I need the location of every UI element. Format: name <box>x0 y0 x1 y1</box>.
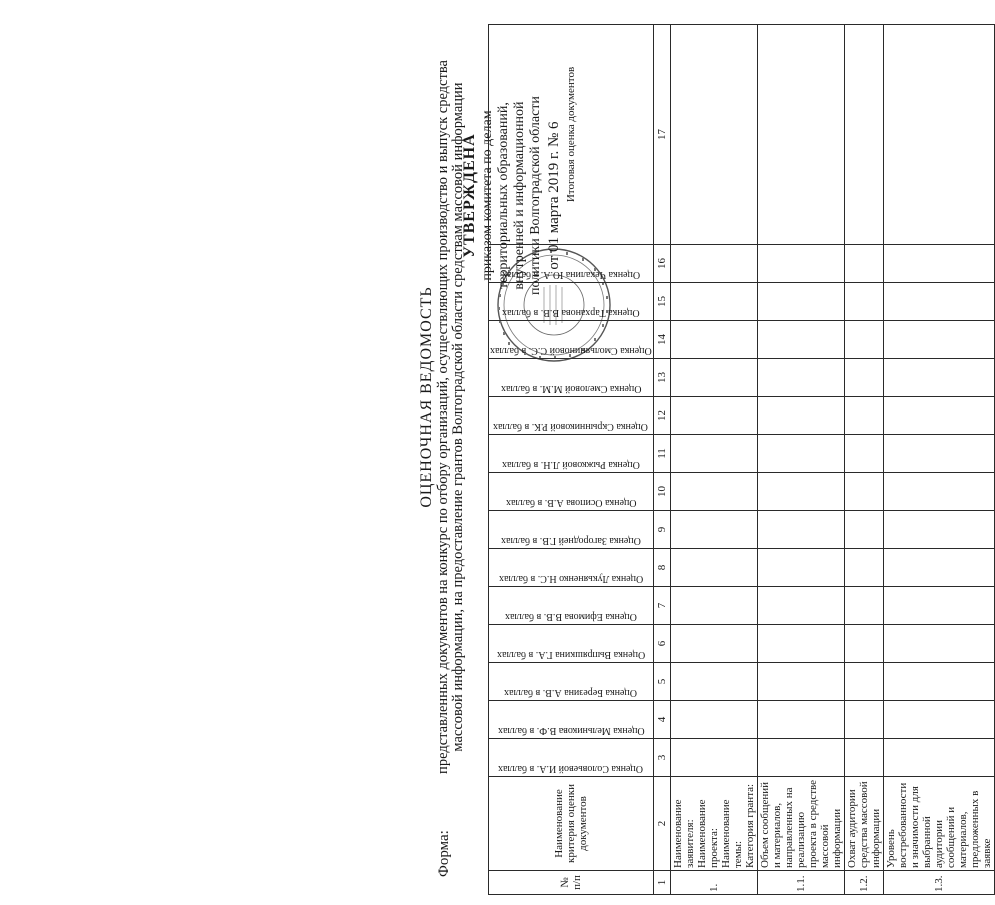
score-cell[interactable] <box>757 549 844 587</box>
column-number-cell: 10 <box>653 473 670 511</box>
table-row <box>844 25 883 895</box>
score-cell[interactable] <box>883 549 994 587</box>
score-cell[interactable] <box>757 283 844 321</box>
score-cell[interactable] <box>883 245 994 283</box>
criterion-text: Наименование проекта: <box>695 799 720 868</box>
criterion-text: Охват аудитории средства массовой информации <box>845 781 882 868</box>
column-number-cell: 5 <box>653 663 670 701</box>
column-number-cell: 13 <box>653 359 670 397</box>
approval-line: внутренней и информационной <box>512 101 527 290</box>
total-cell[interactable] <box>757 25 844 245</box>
criterion-text: Наименование темы: <box>719 799 744 868</box>
column-number-cell: 6 <box>653 625 670 663</box>
document-title: ОЦЕНОЧНАЯ ВЕДОМОСТЬ <box>418 286 435 508</box>
column-header-evaluator <box>489 701 654 739</box>
score-cell[interactable] <box>844 587 883 625</box>
table-header-row <box>489 25 654 895</box>
column-header-evaluator <box>489 283 654 321</box>
score-cell[interactable] <box>844 435 883 473</box>
score-cell[interactable] <box>844 511 883 549</box>
score-cell[interactable] <box>844 473 883 511</box>
score-cell[interactable] <box>883 511 994 549</box>
column-header-evaluator <box>489 473 654 511</box>
column-number-cell: 11 <box>653 435 670 473</box>
criterion-cell <box>883 777 994 871</box>
score-cell[interactable] <box>757 359 844 397</box>
score-cell[interactable] <box>883 587 994 625</box>
score-cell[interactable] <box>670 473 757 511</box>
score-cell[interactable] <box>844 625 883 663</box>
column-number-cell: 16 <box>653 245 670 283</box>
column-number-cell: 4 <box>653 701 670 739</box>
column-number-cell: 2 <box>653 777 670 871</box>
approval-line: политики Волгоградской области <box>528 96 543 295</box>
approval-order-date: от 01 марта 2019 г. № 6 <box>546 121 562 270</box>
evaluator-label: Оценка Осипова А.В. в баллах <box>505 497 637 508</box>
score-cell[interactable] <box>670 283 757 321</box>
column-number-cell: 15 <box>653 283 670 321</box>
score-cell[interactable] <box>844 701 883 739</box>
approval-line: приказом комитета по делам <box>480 110 495 281</box>
column-header-total: Итоговая оценка документов <box>489 25 654 245</box>
score-cell[interactable] <box>844 397 883 435</box>
score-cell[interactable] <box>757 473 844 511</box>
approval-line: территориальных образований, <box>496 102 511 289</box>
evaluator-label: Оценка Мельникова В.Ф. в баллах <box>497 725 645 736</box>
column-header-evaluator <box>489 359 654 397</box>
score-cell[interactable] <box>670 511 757 549</box>
column-header-evaluator <box>489 321 654 359</box>
document-subtitle: представленных документов на конкурс по отбору организаций, осуществляющих производство и выпуск средства массовой информации, на предоставление грантов Волгоградской области средствам массовой информации <box>435 60 466 774</box>
score-cell[interactable] <box>670 739 757 777</box>
criterion-text: Категория гранта: <box>743 783 756 868</box>
evaluator-label: Оценка Рыжковой Л.Н. в баллах <box>501 459 640 470</box>
column-header-evaluator <box>489 245 654 283</box>
score-cell[interactable] <box>757 739 844 777</box>
score-cell[interactable] <box>757 435 844 473</box>
column-number-row <box>653 25 670 895</box>
evaluation-table <box>488 24 995 895</box>
column-header-evaluator <box>489 587 654 625</box>
score-cell[interactable] <box>757 587 844 625</box>
column-number-cell: 14 <box>653 321 670 359</box>
evaluator-label: Оценка Лукьяненко Н.С. в баллах <box>498 573 643 584</box>
score-cell[interactable] <box>883 435 994 473</box>
score-cell[interactable] <box>757 397 844 435</box>
score-cell[interactable] <box>883 397 994 435</box>
criterion-text: Наименование заявителя: <box>671 799 696 868</box>
score-cell[interactable] <box>883 739 994 777</box>
score-cell[interactable] <box>844 245 883 283</box>
column-number-cell: 8 <box>653 549 670 587</box>
score-cell[interactable] <box>670 701 757 739</box>
total-cell[interactable] <box>670 25 757 245</box>
score-cell[interactable] <box>670 663 757 701</box>
table-row <box>757 25 844 895</box>
score-cell[interactable] <box>883 625 994 663</box>
score-cell[interactable] <box>883 701 994 739</box>
evaluator-label: Оценка Смеловой М.М. в баллах <box>500 383 642 394</box>
score-cell[interactable] <box>757 321 844 359</box>
score-cell[interactable] <box>883 359 994 397</box>
column-number-cell: 1 <box>653 871 670 895</box>
criterion-text: Уровень востребованности и значимости для выбранной аудитории сообщений и материалов, предложенных в заявке <box>884 782 993 868</box>
row-number-cell: 1.3. <box>883 871 994 895</box>
column-number-cell: 9 <box>653 511 670 549</box>
score-cell[interactable] <box>844 663 883 701</box>
evaluator-label: Оценка Смольяниновой С.С. в баллах <box>490 345 652 356</box>
table-row <box>670 25 757 895</box>
score-cell[interactable] <box>670 549 757 587</box>
evaluator-label: Оценка Скрынниковой Р.К. в баллах <box>493 421 649 432</box>
criterion-cell <box>757 777 844 871</box>
form-label: Форма: <box>436 830 452 877</box>
evaluator-label: Оценка Ефимова В.В. в баллах <box>504 611 637 622</box>
score-cell[interactable] <box>670 245 757 283</box>
score-cell[interactable] <box>844 359 883 397</box>
score-cell[interactable] <box>883 473 994 511</box>
total-cell[interactable] <box>844 25 883 245</box>
score-cell[interactable] <box>670 397 757 435</box>
score-cell[interactable] <box>670 321 757 359</box>
criterion-cell <box>844 777 883 871</box>
score-cell[interactable] <box>883 321 994 359</box>
score-cell[interactable] <box>670 435 757 473</box>
row-number-cell: 1.2. <box>844 871 883 895</box>
table-row <box>883 25 994 895</box>
column-number-cell: 7 <box>653 587 670 625</box>
score-cell[interactable] <box>757 701 844 739</box>
column-header-evaluator <box>489 435 654 473</box>
score-cell[interactable] <box>844 739 883 777</box>
column-header-evaluator <box>489 625 654 663</box>
score-cell[interactable] <box>844 283 883 321</box>
evaluator-label: Оценка Выпряшкина Г.А. в баллах <box>496 649 645 660</box>
evaluator-label: Оценка Чекалина Ю.А. в баллах <box>501 269 640 280</box>
score-cell[interactable] <box>757 245 844 283</box>
score-cell[interactable] <box>757 663 844 701</box>
score-cell[interactable] <box>844 549 883 587</box>
column-number-cell: 3 <box>653 739 670 777</box>
column-header-evaluator <box>489 511 654 549</box>
score-cell[interactable] <box>670 625 757 663</box>
column-number-cell: 17 <box>653 25 670 245</box>
score-cell[interactable] <box>757 625 844 663</box>
evaluator-label: Оценка Соловьевой И.А. в баллах <box>498 763 644 774</box>
approval-heading: УТВЕРЖДЕНА <box>461 133 478 258</box>
column-header-number: № п/п <box>489 871 654 895</box>
evaluator-label: Оценка Березина А.В. в баллах <box>504 687 638 698</box>
row-number-cell: 1.1. <box>757 871 844 895</box>
total-cell[interactable] <box>883 25 994 245</box>
score-cell[interactable] <box>670 359 757 397</box>
score-cell[interactable] <box>757 511 844 549</box>
score-cell[interactable] <box>883 283 994 321</box>
column-header-evaluator <box>489 739 654 777</box>
score-cell[interactable] <box>844 321 883 359</box>
column-header-criterion: Наименование критерия оценки документов <box>489 777 654 871</box>
score-cell[interactable] <box>670 587 757 625</box>
column-header-evaluator <box>489 549 654 587</box>
column-number-cell: 12 <box>653 397 670 435</box>
score-cell[interactable] <box>883 663 994 701</box>
row-number-cell: 1. <box>670 871 757 895</box>
column-header-evaluator <box>489 663 654 701</box>
criterion-cell <box>670 777 757 871</box>
column-header-evaluator <box>489 397 654 435</box>
criterion-text: Объем сообщений и материалов, направленных на реализацию проекта в средстве массовой информации <box>758 779 843 868</box>
evaluator-label: Оценка Загородней Г.В. в баллах <box>500 535 641 546</box>
evaluator-label: Оценка Тарханова В.В. в баллах <box>502 307 640 318</box>
